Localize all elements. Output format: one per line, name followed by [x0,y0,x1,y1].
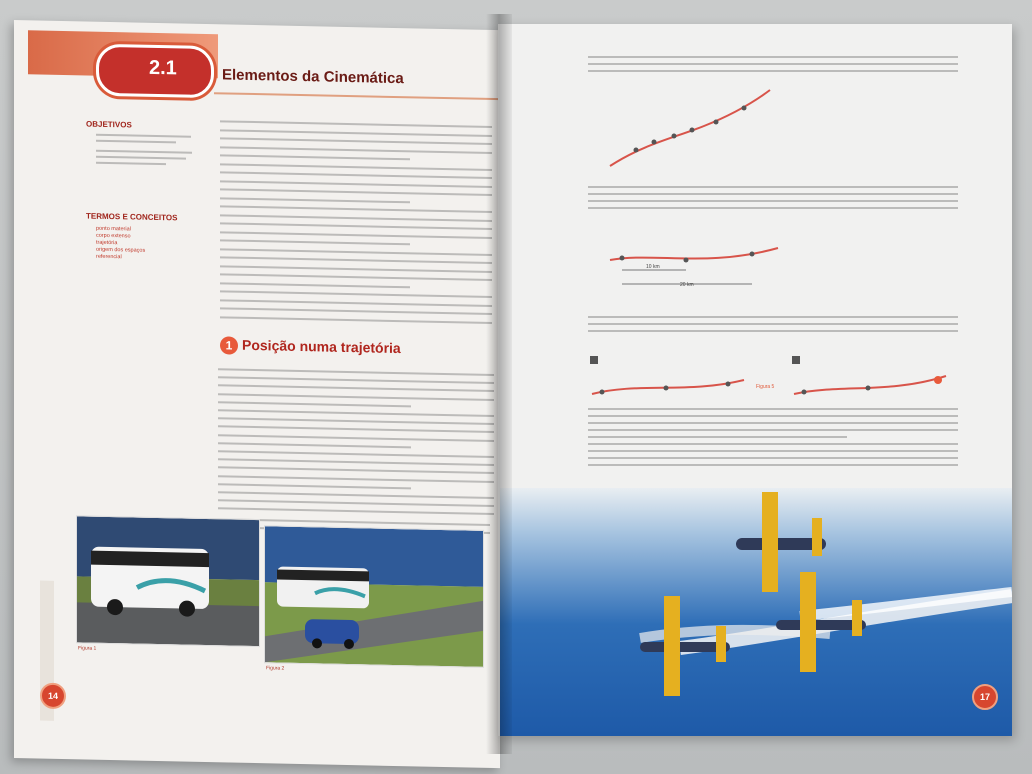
bus-photo [76,515,260,647]
text-line [220,299,492,307]
text-line [218,409,494,417]
text-line [588,186,958,188]
text-line [588,330,958,332]
trajectory-figure-4 [606,230,782,300]
text-line [218,450,494,458]
section-number: 2.1 [149,56,177,80]
text-line [220,239,410,245]
text-line [218,458,494,466]
title-underline [214,92,500,100]
text-line [588,422,958,424]
text-line [220,282,410,288]
text-line [220,197,410,203]
distance-10km-label: 10 km [646,264,660,270]
text-line [218,368,494,376]
text-line [588,63,958,65]
left-page [14,20,500,768]
text-line [220,154,410,160]
text-line [588,323,958,325]
objective-line [96,156,186,160]
text-line [588,207,958,209]
figure2-caption: Figura 2 [266,665,285,672]
text-line [220,316,492,324]
airplanes-photo [500,488,1012,736]
text-line [220,273,492,281]
airplanes-illustration [500,488,1012,736]
text-line [218,508,494,516]
text-line [220,188,492,196]
text-line [588,415,958,417]
objective-line [96,162,166,165]
text-line [588,408,958,410]
road-illustration [265,526,483,667]
terms-heading: TERMOS E CONCEITOS [86,211,178,223]
text-line [218,417,494,425]
text-line [218,483,411,489]
text-line [218,499,494,507]
figure5-label: Figura 5 [756,384,775,390]
term-item: ponto material [96,225,131,233]
objective-line [96,134,191,138]
book-gutter [486,14,512,754]
text-line [220,137,492,145]
trajectory-figure-5b [790,354,950,404]
text-line [218,393,494,401]
text-line [220,214,492,222]
figure1-caption: Figura 1 [78,645,97,652]
text-line [220,120,492,128]
text-line [218,467,494,475]
text-line [588,450,958,452]
text-line [220,180,492,188]
trajectory-figure-3 [604,84,774,174]
text-line [218,376,494,384]
objective-line [96,140,176,144]
text-line [220,129,492,137]
text-line [220,171,492,179]
page-number-right: 17 [972,684,998,710]
text-line [588,193,958,195]
text-line [220,307,492,315]
plane-bottom [640,596,730,696]
bus-illustration [77,516,259,646]
text-line [218,475,494,483]
text-line [588,200,958,202]
objective-line [96,150,192,154]
text-line [218,385,494,393]
text-line [220,146,492,154]
text-line [220,163,492,171]
distance-20km-label: 20 km [680,282,694,288]
text-line [220,205,492,213]
text-line [220,231,492,239]
objectives-heading: OBJETIVOS [86,119,132,130]
trajectory-figure-5a [588,354,748,404]
body-text [14,20,500,30]
text-line [588,443,958,445]
text-line [218,426,494,434]
text-line [588,457,958,459]
term-item: corpo extenso [96,232,131,240]
text-line [218,434,494,442]
page-number-left: 14 [40,683,66,710]
text-line [220,265,492,273]
text-line [220,256,492,264]
term-item: trajetória [96,239,118,247]
text-line [218,442,411,448]
text-line [588,56,958,58]
text-line [588,436,847,438]
text-line [218,401,411,407]
subsection-title: Posição numa trajetória [242,336,401,357]
section-title: Elementos da Cinemática [222,66,404,88]
term-item: origem dos espaços [96,246,146,254]
text-line [220,222,492,230]
subsection-number: 1 [220,336,238,354]
plane-middle [776,572,866,672]
text-line [588,464,958,466]
text-line [588,429,958,431]
text-line [220,248,492,256]
text-line [218,491,494,499]
text-line [220,290,492,298]
term-item: referencial [96,253,122,261]
road-photo [264,525,484,668]
text-line [588,316,958,318]
text-line [588,70,958,72]
